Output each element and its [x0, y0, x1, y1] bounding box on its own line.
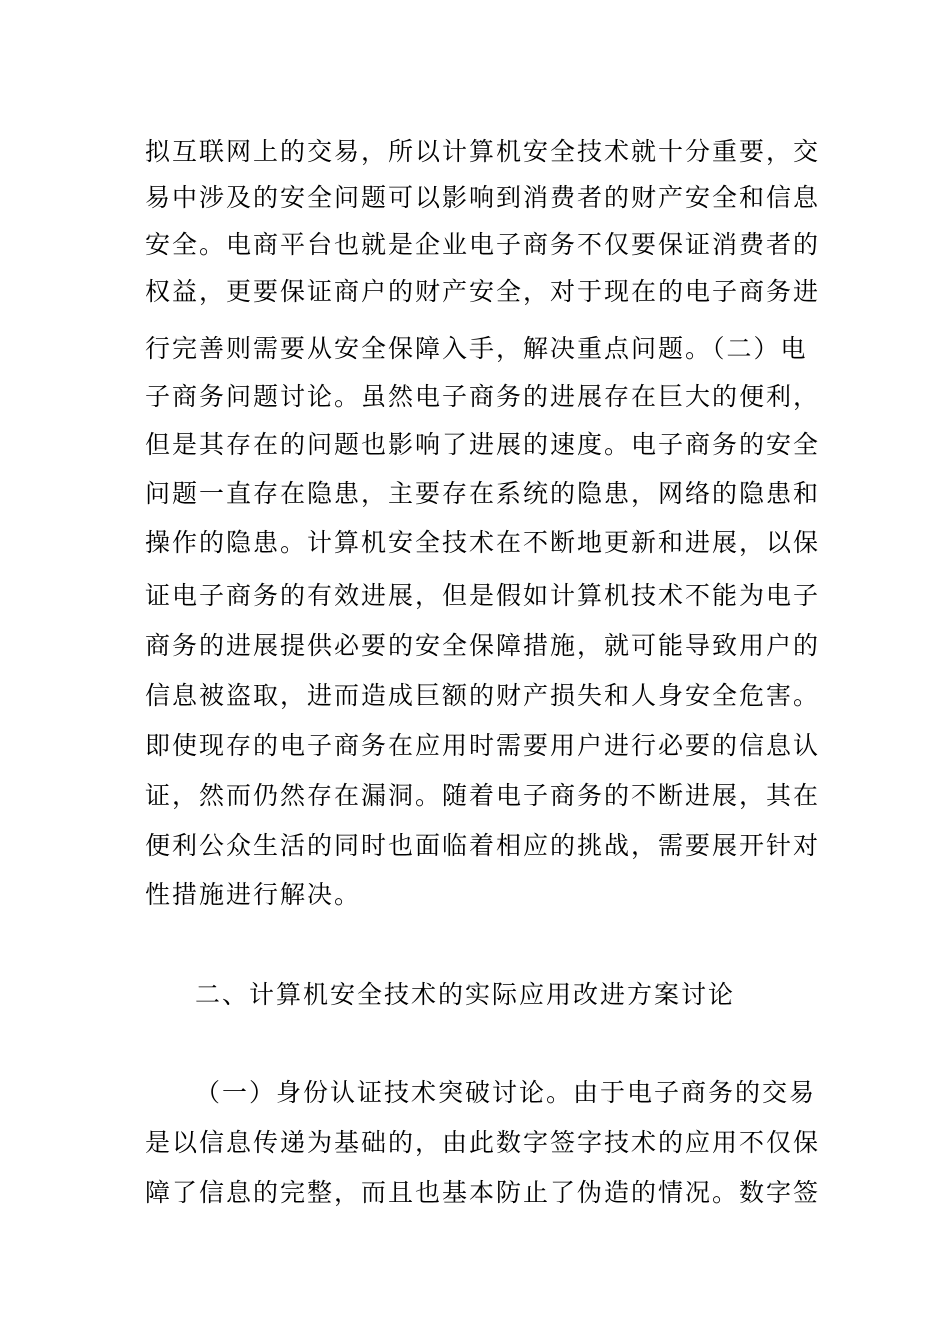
text-line: 是以信息传递为基础的，由此数字签字技术的应用不仅保: [145, 1128, 821, 1157]
text-line: 行完善则需要从安全保障入手，解决重点问题。（二）电: [145, 334, 808, 363]
text-line: 便利公众生活的同时也面临着相应的挑战，需要展开针对: [145, 831, 821, 860]
text-line: （一）身份认证技术突破讨论。由于电子商务的交易: [195, 1078, 817, 1107]
text-line: 障了信息的完整，而且也基本防止了伪造的情况。数字签: [145, 1178, 821, 1207]
text-line: 证，然而仍然存在漏洞。随着电子商务的不断进展，其在: [145, 781, 821, 810]
text-line: 拟互联网上的交易，所以计算机安全技术就十分重要，交: [145, 137, 821, 166]
text-line: 问题一直存在隐患，主要存在系统的隐患，网络的隐患和: [145, 479, 821, 508]
text-line: 但是其存在的问题也影响了进展的速度。电子商务的安全: [145, 430, 821, 459]
text-line: 权益，更要保证商户的财产安全，对于现在的电子商务进: [145, 277, 821, 306]
text-line: 证电子商务的有效进展，但是假如计算机技术不能为电子: [145, 581, 821, 610]
text-line: 安全。电商平台也就是企业电子商务不仅要保证消费者的: [145, 230, 821, 259]
text-line: 易中涉及的安全问题可以影响到消费者的财产安全和信息: [145, 183, 821, 212]
text-line: 商务的进展提供必要的安全保障措施，就可能导致用户的: [145, 631, 821, 660]
text-line: 操作的隐患。计算机安全技术在不断地更新和进展，以保: [145, 528, 821, 557]
text-line: 性措施进行解决。: [145, 880, 362, 909]
section-heading: 二、计算机安全技术的实际应用改进方案讨论: [195, 980, 736, 1009]
text-line: 即使现存的电子商务在应用时需要用户进行必要的信息认: [145, 731, 821, 760]
text-line: 信息被盗取，进而造成巨额的财产损失和人身安全危害。: [145, 681, 821, 710]
text-line: 子商务问题讨论。虽然电子商务的进展存在巨大的便利，: [145, 382, 821, 411]
